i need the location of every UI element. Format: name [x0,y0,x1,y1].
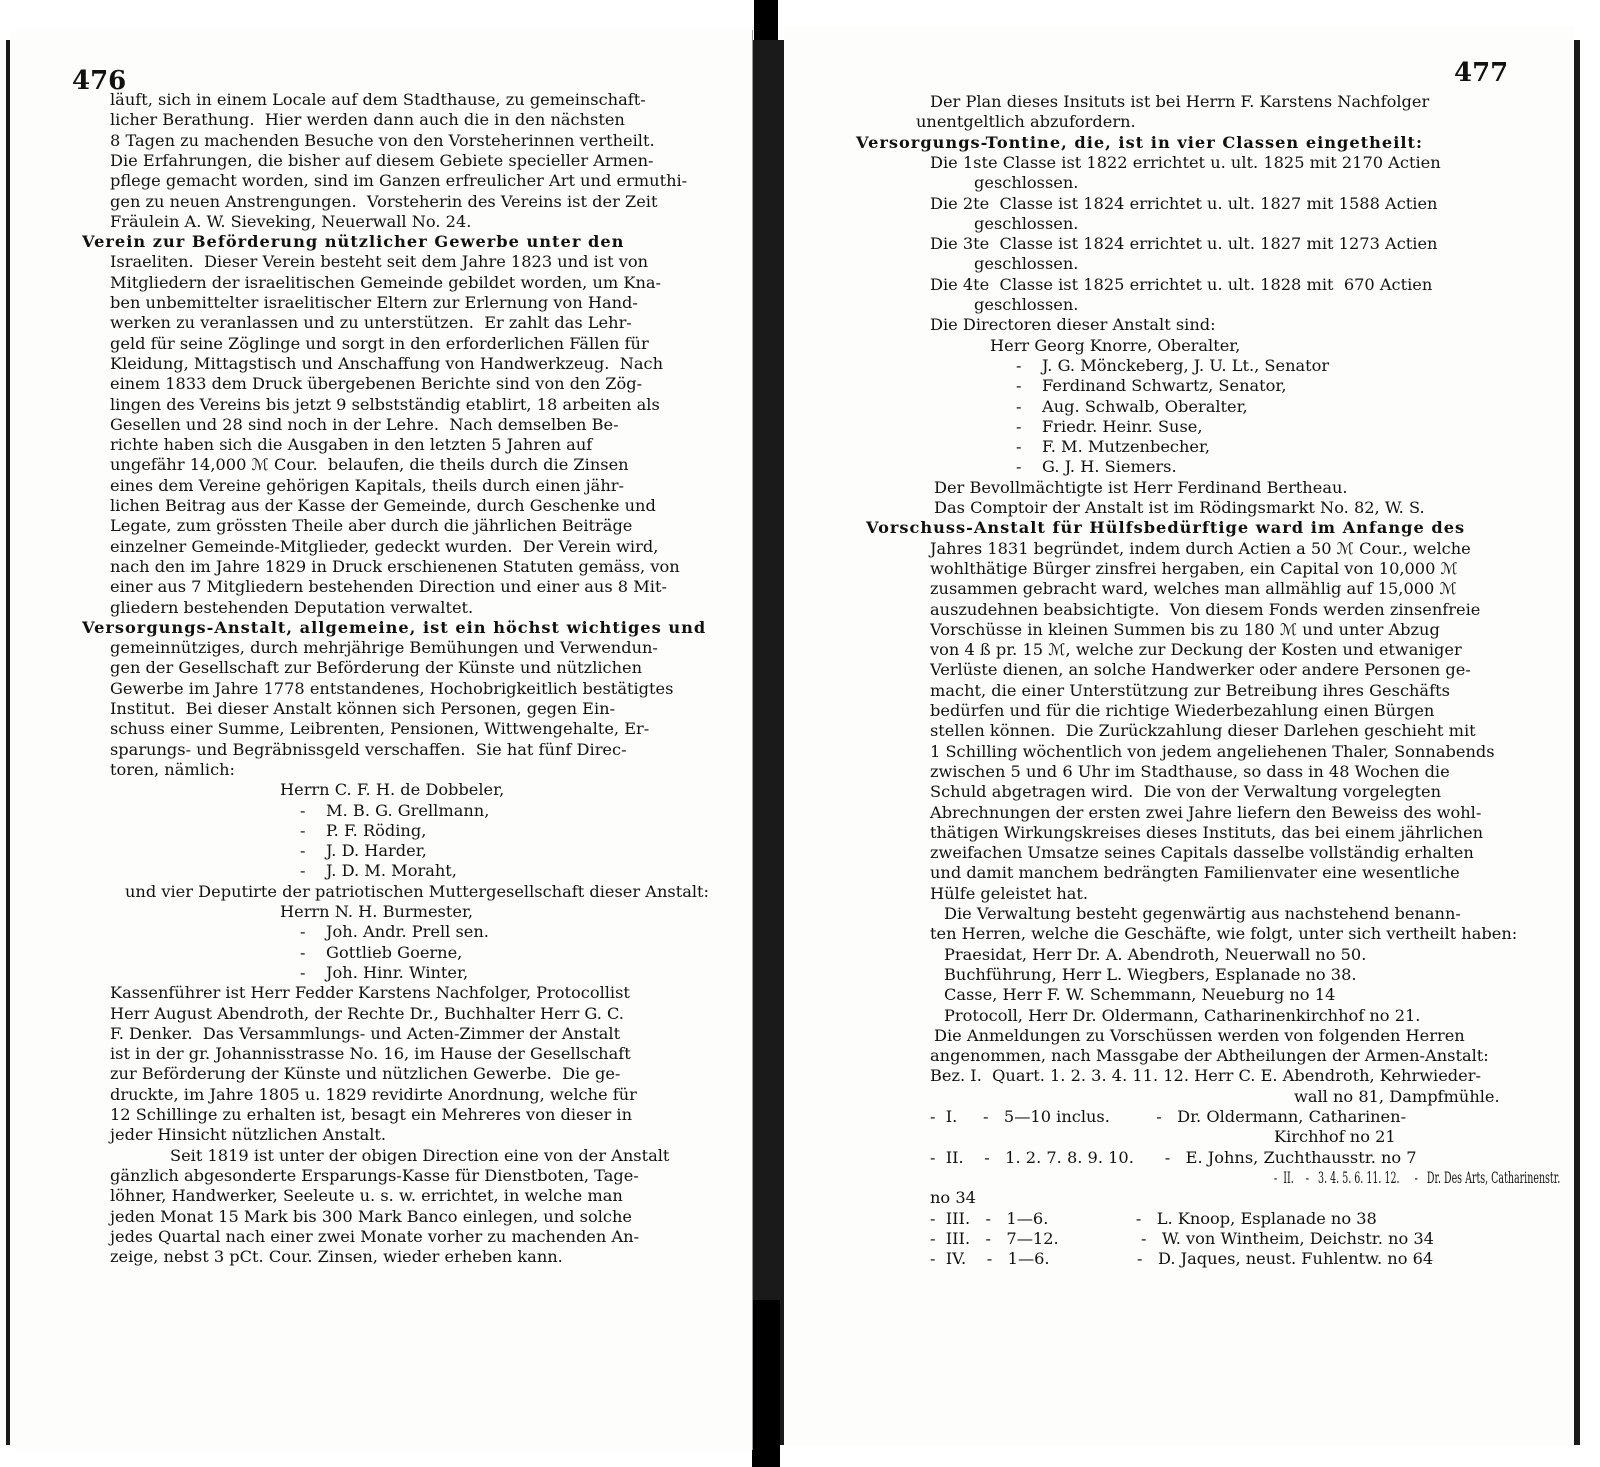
scan-border-left [0,0,6,1467]
right-page-text-line: - II. - 3. 4. 5. 6. 11. 12. - Dr. Des Arts, Catharinenstr. [1274,1167,1561,1187]
left-page-text-line: - M. B. G. Grellmann, [300,800,490,820]
left-page-text-line: - J. D. Harder, [300,841,427,861]
right-page-text-line: Kirchhof no 21 [1274,1127,1396,1147]
left-page-text-line: eines dem Vereine gehörigen Kapitals, theils durch einen jähr- [110,475,624,495]
left-page-text-line: pflege gemacht worden, sind im Ganzen erfreulicher Art und ermuthi- [110,171,688,191]
right-page-text-line: - I. - 5—10 inclus. - Dr. Oldermann, Catharinen- [930,1107,1407,1126]
left-page-text-line: jedes Quartal nach einer zwei Monate vorher zu machenden An- [110,1226,640,1246]
left-page-text-line: Fräulein A. W. Sieveking, Neuerwall No. 24. [110,211,472,231]
right-page-text-line: - G. J. H. Siemers. [1016,457,1177,477]
left-page-text-line: einer aus 7 Mitgliedern bestehenden Direction und einer aus 8 Mit- [110,577,667,597]
left-page-text-line: geld für seine Zöglinge und sorgt in den erforderlichen Fällen für [110,333,649,353]
right-page-text-line: geschlossen. [974,254,1079,274]
left-page-text-line: Gewerbe im Jahre 1778 entstandenes, Hochobrigkeitlich bestätigtes [110,678,674,698]
left-page-text-line: - P. F. Röding, [300,820,427,840]
left-page-text-line: läuft, sich in einem Locale auf dem Stadthause, zu gemeinschaft- [110,90,646,109]
right-page-text-line: Die 1ste Classe ist 1822 errichtet u. ult. 1825 mit 2170 Actien [930,152,1441,172]
right-page-text-line: von 4 ß pr. 15 ℳ, welche zur Deckung der Kosten und etwaniger [930,640,1462,660]
left-page-text-line: F. Denker. Das Versammlungs- und Acten-Zimmer der Anstalt [110,1023,621,1043]
right-page-text-line: 1 Schilling wöchentlich von jedem angeliehenen Thaler, Sonnabends [930,741,1495,761]
right-page-text-line: Buchführung, Herr L. Wiegbers, Esplanade no 38. [944,964,1357,984]
left-page-text-line: Institut. Bei dieser Anstalt können sich Personen, gegen Ein- [110,699,616,718]
left-page-text-line: 12 Schillinge zu erhalten ist, besagt ein Mehreres von dieser in [110,1105,633,1124]
right-page-text-line: - II. - 1. 2. 7. 8. 9. 10. - E. Johns, Zuchthausstr. no 7 [930,1147,1417,1167]
right-page-text-line: wall no 81, Dampfmühle. [1294,1086,1500,1106]
left-page-text-line: gen der Gesellschaft zur Beförderung der Künste und nützlichen [110,658,643,678]
right-page-text-line: Hülfe geleistet hat. [930,883,1089,903]
left-page-text-line: gliedern bestehenden Deputation verwaltet. [110,597,474,617]
right-page-text-line: thätigen Wirkungskreises dieses Instituts, das bei einem jährlichen [930,822,1483,842]
left-page-text-line: jeden Monat 15 Mark bis 300 Mark Banco einlegen, und solche [110,1206,632,1226]
left-page-text-line: richte haben sich die Ausgaben in den letzten 5 Jahren auf [110,435,593,455]
left-page-text-line: nach den im Jahre 1829 in Druck erschienenen Statuten gemäss, von [110,556,680,576]
left-page-text-line: - Joh. Hinr. Winter, [300,962,469,982]
right-page-text-line: Bez. I. Quart. 1. 2. 3. 4. 11. 12. Herr C. E. Abendroth, Kehrwieder- [930,1066,1481,1086]
left-page-text-line: Gesellen und 28 sind noch in der Lehre. Nach demselben Be- [110,414,619,434]
right-page-text-line: wohlthätige Bürger zinsfrei hergaben, ein Capital von 10,000 ℳ [930,558,1458,578]
right-page-text-line: Das Comptoir der Anstalt ist im Rödingsmarkt No. 82, W. S. [934,498,1425,517]
right-page-text-line: geschlossen. [974,173,1079,193]
left-page-text-line: zur Beförderung der Künste und nützlichen Gewerbe. Die ge- [110,1064,621,1084]
right-page-text-line: Der Bevollmächtigte ist Herr Ferdinand Bertheau. [934,477,1348,497]
right-page-text-line: zweifachen Umsatze seines Capitals dasselbe vollständig erhalten [930,843,1474,863]
right-page-text-line: - III. - 7—12. - W. von Wintheim, Deichstr. no 34 [930,1228,1434,1248]
right-page-text-line: ten Herren, welche die Geschäfte, wie folgt, unter sich vertheilt haben: [930,924,1518,944]
right-page-text-line: bedürfen und für die richtige Wiederbezahlung einen Bürgen [930,701,1435,720]
right-page-text-line: Herr Georg Knorre, Oberalter, [990,335,1241,355]
right-page-text-line: - Friedr. Heinr. Suse, [1016,416,1203,436]
book-spine-top [754,0,778,40]
left-page-text-line: sparungs- und Begräbnissgeld verschaffen. Sie hat fünf Direc- [110,739,627,759]
right-page-text-line: Abrechnungen der ersten zwei Jahre liefern den Beweiss des wohl- [930,802,1482,822]
left-page-text-line: - J. D. M. Moraht, [300,861,457,881]
right-page-text-line: Die Verwaltung besteht gegenwärtig aus nachstehend benann- [944,904,1461,923]
left-page-text-line: Kleidung, Mittagstisch und Anschaffung von Handwerkzeug. Nach [110,353,664,373]
left-page-text-line: Israeliten. Dieser Verein besteht seit dem Jahre 1823 und ist von [110,252,649,272]
left-page-text-line: Versorgungs-Anstalt, allgemeine, ist ein höchst wichtiges und [82,617,707,637]
left-page-text-line: schuss einer Summe, Leibrenten, Pensionen, Wittwengehalte, Er- [110,719,650,739]
right-page-text-line: Protocoll, Herr Dr. Oldermann, Catharinenkirchhof no 21. [944,1005,1421,1025]
left-page-text-line: Seit 1819 ist unter der obigen Direction eine von der Anstalt [170,1145,670,1165]
left-page-text-line: Kassenführer ist Herr Fedder Karstens Nachfolger, Protocollist [110,983,630,1003]
right-page-text-line: Casse, Herr F. W. Schemmann, Neueburg no 14 [944,985,1336,1005]
left-page-text-line: ist in der gr. Johannisstrasse No. 16, im Hause der Gesellschaft [110,1044,631,1064]
right-page-text-line: - F. M. Mutzenbecher, [1016,437,1211,457]
right-page-text-line: stellen können. Die Zurückzahlung dieser Darlehen geschieht mit [930,721,1476,741]
right-page-text-line: auszudehnen beabsichtigte. Von diesem Fonds werden zinsenfreie [930,599,1481,619]
left-page-text-line: Herr August Abendroth, der Rechte Dr., Buchhalter Herr G. C. [110,1003,624,1023]
right-page-text-line: Verlüste dienen, an solche Handwerker oder andere Personen ge- [930,660,1471,680]
right-page-text-line: Vorschüsse in kleinen Summen bis zu 180 ℳ und unter Abzug [930,619,1440,639]
left-page-text-line: - Gottlieb Goerne, [300,942,463,962]
right-page-text-line: Die 4te Classe ist 1825 errichtet u. ult. 1828 mit 670 Actien [930,274,1433,294]
left-page-text-line: druckte, im Jahre 1805 u. 1829 revidirte Anordnung, welche für [110,1084,637,1104]
left-page-text-line: werken zu veranlassen und zu unterstützen. Er zahlt das Lehr- [110,313,632,333]
right-page-text-line: Die Anmeldungen zu Vorschüssen werden von folgenden Herren [934,1025,1465,1045]
right-page-text-line: Der Plan dieses Insituts ist bei Herrn F. Karstens Nachfolger [930,92,1430,111]
right-page-text-line: zusammen gebracht ward, welches man allmählig auf 15,000 ℳ [930,579,1457,599]
scan-border-right [1580,0,1600,1467]
left-page-text-line: einem 1833 dem Druck übergebenen Berichte sind von den Zög- [110,374,643,394]
left-page-text-line: Die Erfahrungen, die bisher auf diesem Gebiete specieller Armen- [110,150,654,170]
right-page-text-line: - Ferdinand Schwartz, Senator, [1016,376,1287,396]
left-page-text-line: licher Berathung. Hier werden dann auch die in den nächsten [110,110,625,130]
right-page-text-line: - Aug. Schwalb, Oberalter, [1016,396,1248,416]
left-page-text-line: gemeinnütziges, durch mehrjährige Bemühungen und Verwendun- [110,638,658,658]
left-page-text-line: ungefähr 14,000 ℳ Cour. belaufen, die theils durch die Zinsen [110,455,629,475]
right-page-text-line: Praesidat, Herr Dr. A. Abendroth, Neuerwall no 50. [944,944,1367,964]
left-page-text-line: Herrn N. H. Burmester, [280,902,474,921]
left-page-text-line: zeige, nebst 3 pCt. Cour. Zinsen, wieder erheben kann. [110,1247,563,1267]
left-page-text-line: Legate, zum grössten Theile aber durch die jährlichen Beiträge [110,516,633,536]
left-page-text-line: jeder Hinsicht nützlichen Anstalt. [110,1125,387,1145]
left-page-text-line: - Joh. Andr. Prell sen. [300,922,489,942]
right-page-text-line: Jahres 1831 begründet, indem durch Actien a 50 ℳ Cour., welche [930,538,1471,558]
right-page [784,26,1574,1446]
right-page-text-line: Versorgungs-Tontine, die, ist in vier Classen eingetheilt: [856,132,1423,152]
left-page-text-line: toren, nämlich: [110,759,236,779]
left-page-text-line: einzelner Gemeinde-Mitglieder, gedeckt wurden. Der Verein wird, [110,536,659,556]
right-page-text-line: no 34 [930,1188,976,1208]
left-page-text-line: Verein zur Beförderung nützlicher Gewerbe unter den [82,232,625,252]
right-page-text-line: Schuld abgetragen wird. Die von der Verwaltung vorgelegten [930,782,1442,802]
right-page-text-line: geschlossen. [974,295,1079,314]
left-page-text-line: Mitgliedern der israelitischen Gemeinde gebildet worden, um Kna- [110,272,662,292]
left-page-text-line: löhner, Handwerker, Seeleute u. s. w. errichtet, in welche man [110,1186,623,1206]
right-page-text-line: Vorschuss-Anstalt für Hülfsbedürftige ward im Anfange des [866,518,1466,538]
left-page [10,30,753,1450]
right-page-text-line: Die Directoren dieser Anstalt sind: [930,315,1216,335]
right-page-number: 477 [1454,58,1509,88]
right-page-text-line: zwischen 5 und 6 Uhr im Stadthause, so dass in 48 Wochen die [930,761,1450,781]
left-page-text-line: lichen Beitrag aus der Kasse der Gemeinde, durch Geschenke und [110,496,656,515]
left-page-text-line: ben unbemittelter israelitischer Eltern zur Erlernung von Hand- [110,293,638,312]
right-page-text-line: - IV. - 1—6. - D. Jaques, neust. Fuhlentw. no 64 [930,1249,1434,1269]
left-page-text-line: und vier Deputirte der patriotischen Muttergesellschaft dieser Anstalt: [125,881,709,901]
left-page-text-line: gen zu neuen Anstrengungen. Vorsteherin des Vereins ist der Zeit [110,191,658,211]
right-page-text-line: - III. - 1—6. - L. Knoop, Esplanade no 38 [930,1208,1377,1228]
left-page-text-line: gänzlich abgesonderte Ersparungs-Kasse für Dienstboten, Tage- [110,1165,639,1185]
right-page-text-line: und damit manchem bedrängten Familienvater eine wesentliche [930,863,1460,883]
right-page-text-line: unentgeltlich abzufordern. [916,112,1136,132]
right-page-text-line: geschlossen. [974,213,1079,233]
right-page-text-line: - J. G. Mönckeberg, J. U. Lt., Senator [1016,355,1330,375]
left-page-text-line: lingen des Vereins bis jetzt 9 selbstständig etablirt, 18 arbeiten als [110,394,660,414]
right-page-text-line: angenommen, nach Massgabe der Abtheilungen der Armen-Anstalt: [930,1046,1489,1066]
right-page-text-line: Die 2te Classe ist 1824 errichtet u. ult. 1827 mit 1588 Actien [930,193,1438,213]
right-page-text-line: Die 3te Classe ist 1824 errichtet u. ult. 1827 mit 1273 Actien [930,234,1438,254]
book-spine-bottom [752,1300,780,1467]
left-page-number: 476 [72,66,127,96]
left-page-text-line: Herrn C. F. H. de Dobbeler, [280,780,505,800]
right-page-text-line: macht, die einer Unterstützung zur Betreibung ihres Geschäfts [930,680,1450,700]
left-page-text-line: 8 Tagen zu machenden Besuche von den Vorsteherinnen vertheilt. [110,130,655,150]
